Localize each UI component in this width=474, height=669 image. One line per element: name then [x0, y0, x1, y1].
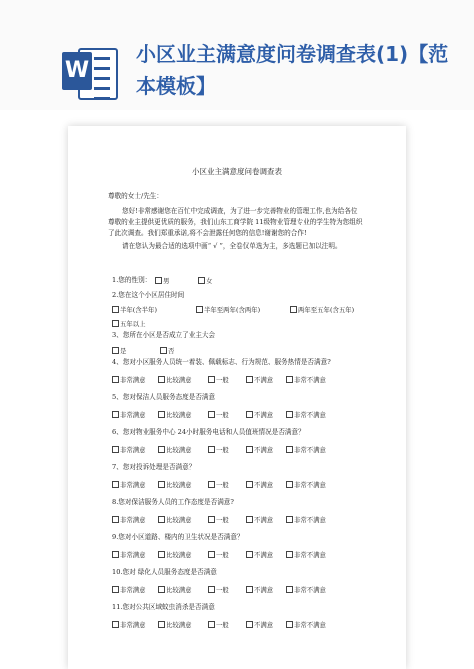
checkbox-icon — [112, 551, 119, 558]
checkbox-icon — [286, 551, 293, 558]
checkbox-icon — [160, 347, 167, 354]
option-label: 女 — [206, 277, 213, 285]
option-label: 非常不满意 — [294, 481, 326, 489]
checkbox-icon — [208, 481, 215, 488]
checkbox-icon — [290, 306, 297, 313]
checkbox-icon — [112, 621, 119, 628]
checkbox-icon — [286, 446, 293, 453]
option-label: 不满意 — [254, 446, 274, 454]
checkbox-icon — [112, 320, 119, 327]
checkbox-icon — [158, 481, 165, 488]
checkbox-icon — [158, 551, 165, 558]
option-label: 比较满意 — [166, 446, 192, 454]
option-label: 非常满意 — [120, 411, 146, 419]
rating-option[interactable] — [286, 375, 326, 384]
option-label: 半年至两年(含两年) — [204, 306, 261, 314]
word-document-icon — [60, 42, 118, 100]
option-q3-yes[interactable] — [112, 346, 126, 355]
rating-option[interactable] — [112, 480, 146, 489]
checkbox-icon — [208, 376, 215, 383]
rating-option[interactable] — [112, 620, 146, 629]
intro-paragraph: 您好!非常感谢您在百忙中完成调查，为了进一步完善物业的管理工作,也为给各位尊敬的业主提供更优质的服务，我们山东工商学院 11级物业管理专业的学生特为您组织了此次调查。我们郑重承诺,将不会泄露任何您的信息!谢谢您的合作! — [108, 207, 363, 237]
question-10: 10.您对 绿化人员服务态度是否满意 — [112, 568, 217, 576]
option-q2-2[interactable] — [196, 305, 260, 314]
option-q1-male[interactable] — [155, 276, 169, 285]
checkbox-icon — [246, 621, 253, 628]
rating-option[interactable] — [112, 550, 146, 559]
checkbox-icon — [246, 446, 253, 453]
instruction-paragraph: 请在您认为最合适的选项中画“ √ ”，全卷仅单选为主，多选题已加以注明。 — [122, 242, 342, 250]
rating-option[interactable] — [286, 585, 326, 594]
rating-option[interactable] — [158, 445, 192, 454]
option-label: 非常不满意 — [294, 621, 326, 629]
checkbox-icon — [158, 621, 165, 628]
rating-option[interactable] — [208, 550, 229, 559]
rating-option[interactable] — [286, 550, 326, 559]
option-label: 不满意 — [254, 411, 274, 419]
rating-option[interactable] — [158, 480, 192, 489]
option-label: 一般 — [216, 621, 229, 629]
option-label: 非常满意 — [120, 481, 146, 489]
checkbox-icon — [208, 411, 215, 418]
rating-option[interactable] — [286, 515, 326, 524]
option-label: 五年以上 — [120, 320, 146, 328]
rating-option[interactable] — [208, 515, 229, 524]
rating-option[interactable] — [208, 620, 229, 629]
checkbox-icon — [246, 376, 253, 383]
rating-option[interactable] — [208, 375, 229, 384]
option-label: 不满意 — [254, 516, 274, 524]
checkbox-icon — [246, 481, 253, 488]
checkbox-icon — [158, 411, 165, 418]
rating-option[interactable] — [112, 445, 146, 454]
rating-option[interactable] — [158, 410, 192, 419]
option-label: 比较满意 — [166, 621, 192, 629]
option-label: 比较满意 — [166, 551, 192, 559]
rating-option[interactable] — [246, 445, 273, 454]
greeting: 尊敬的女士/先生： — [108, 192, 163, 200]
question-2: 2.您在这个小区居住时间 — [112, 291, 185, 299]
rating-option[interactable] — [286, 480, 326, 489]
option-label: 不满意 — [254, 481, 274, 489]
checkbox-icon — [112, 516, 119, 523]
checkbox-icon — [158, 446, 165, 453]
rating-option[interactable] — [112, 410, 146, 419]
option-label: 非常满意 — [120, 516, 146, 524]
rating-option[interactable] — [158, 620, 192, 629]
checkbox-icon — [208, 516, 215, 523]
checkbox-icon — [198, 277, 205, 284]
option-label: 一般 — [216, 446, 229, 454]
option-label: 一般 — [216, 516, 229, 524]
option-label: 不满意 — [254, 376, 274, 384]
checkbox-icon — [112, 411, 119, 418]
option-q1-female[interactable] — [198, 276, 212, 285]
rating-option[interactable] — [158, 375, 192, 384]
checkbox-icon — [286, 376, 293, 383]
option-label: 比较满意 — [166, 516, 192, 524]
rating-option[interactable] — [158, 515, 192, 524]
checkbox-icon — [196, 306, 203, 313]
checkbox-icon — [246, 516, 253, 523]
option-label: 男 — [163, 277, 170, 285]
checkbox-icon — [286, 481, 293, 488]
question-11: 11.您对公共区域蚊虫消杀是否满意 — [112, 603, 215, 611]
checkbox-icon — [112, 446, 119, 453]
rating-option[interactable] — [158, 550, 192, 559]
checkbox-icon — [112, 586, 119, 593]
checkbox-icon — [286, 411, 293, 418]
question-1 — [112, 276, 151, 285]
question-8: 8.您对保洁服务人员的工作态度是否满意? — [112, 498, 234, 506]
question-3: 3、您所在小区是否成立了业主大会 — [112, 331, 216, 339]
option-label: 非常不满意 — [294, 376, 326, 384]
option-label: 一般 — [216, 376, 229, 384]
rating-option[interactable] — [208, 410, 229, 419]
option-label: 比较满意 — [166, 586, 192, 594]
option-label: 非常满意 — [120, 376, 146, 384]
word-badge: W — [62, 52, 92, 90]
option-label: 非常不满意 — [294, 446, 326, 454]
option-label: 比较满意 — [166, 376, 192, 384]
rating-option[interactable] — [208, 585, 229, 594]
checkbox-icon — [208, 586, 215, 593]
rating-option[interactable] — [246, 410, 273, 419]
rating-option[interactable] — [208, 480, 229, 489]
rating-option[interactable] — [112, 375, 146, 384]
option-label: 非常满意 — [120, 446, 146, 454]
checkbox-icon — [112, 347, 119, 354]
question-7: 7、您对投诉处理是否满意？ — [112, 463, 196, 471]
option-label: 非常满意 — [120, 551, 146, 559]
rating-option[interactable] — [286, 445, 326, 454]
option-label: 非常满意 — [120, 586, 146, 594]
question-9: 9.您对小区道路、楼内的卫生状况是否满意？ — [112, 533, 244, 541]
option-label: 一般 — [216, 481, 229, 489]
option-label: 非常不满意 — [294, 411, 326, 419]
option-q2-1[interactable] — [112, 305, 157, 314]
checkbox-icon — [208, 621, 215, 628]
rating-option[interactable] — [286, 620, 326, 629]
rating-option[interactable] — [112, 585, 146, 594]
option-label: 比较满意 — [166, 411, 192, 419]
option-label: 不满意 — [254, 621, 274, 629]
option-q2-4[interactable] — [112, 319, 146, 328]
option-label: 非常不满意 — [294, 586, 326, 594]
rating-option[interactable] — [158, 585, 192, 594]
option-label: 两年至五年(含五年) — [298, 306, 355, 314]
checkbox-icon — [286, 621, 293, 628]
rating-option[interactable] — [246, 480, 273, 489]
rating-option[interactable] — [286, 410, 326, 419]
checkbox-icon — [158, 516, 165, 523]
option-label: 一般 — [216, 551, 229, 559]
checkbox-icon — [286, 516, 293, 523]
checkbox-icon — [112, 376, 119, 383]
checkbox-icon — [246, 586, 253, 593]
document-page — [68, 126, 406, 669]
checkbox-icon — [155, 277, 162, 284]
rating-option[interactable] — [112, 515, 146, 524]
rating-option[interactable] — [246, 585, 273, 594]
option-label: 非常不满意 — [294, 551, 326, 559]
checkbox-icon — [208, 446, 215, 453]
option-label: 一般 — [216, 586, 229, 594]
checkbox-icon — [158, 376, 165, 383]
option-label: 不满意 — [254, 551, 274, 559]
rating-option[interactable] — [246, 550, 273, 559]
question-6: 6、您对物业服务中心 24小时服务电话和人员值班情况是否满意？ — [112, 428, 305, 436]
rating-option[interactable] — [246, 515, 273, 524]
option-q2-3[interactable] — [290, 305, 354, 314]
checkbox-icon — [286, 586, 293, 593]
rating-option[interactable] — [246, 620, 273, 629]
checkbox-icon — [158, 586, 165, 593]
option-label: 一般 — [216, 411, 229, 419]
option-q3-no[interactable] — [160, 346, 174, 355]
question-5: 5、您对保洁人员服务态度是否满意 — [112, 393, 216, 401]
checkbox-icon — [112, 481, 119, 488]
page-title: 小区业主满意度问卷调查表(1)【范本模板】 — [136, 42, 449, 98]
checkbox-icon — [246, 551, 253, 558]
option-label: 比较满意 — [166, 481, 192, 489]
option-label: 否 — [168, 347, 175, 355]
option-label: 半年(含半年) — [120, 306, 157, 314]
header-banner — [0, 0, 474, 110]
option-label: 非常不满意 — [294, 516, 326, 524]
rating-option[interactable] — [246, 375, 273, 384]
checkbox-icon — [112, 306, 119, 313]
document-title: 小区业主满意度问卷调查表 — [192, 167, 282, 176]
question-4: 4、您对小区服务人员统一着装、佩载标志、行为规范、服务热情是否满意? — [112, 358, 331, 366]
option-label: 是 — [120, 347, 127, 355]
checkbox-icon — [246, 411, 253, 418]
rating-option[interactable] — [208, 445, 229, 454]
option-label: 非常满意 — [120, 621, 146, 629]
question-1-text: 1.您的性别： — [112, 276, 152, 284]
option-label: 不满意 — [254, 586, 274, 594]
checkbox-icon — [208, 551, 215, 558]
